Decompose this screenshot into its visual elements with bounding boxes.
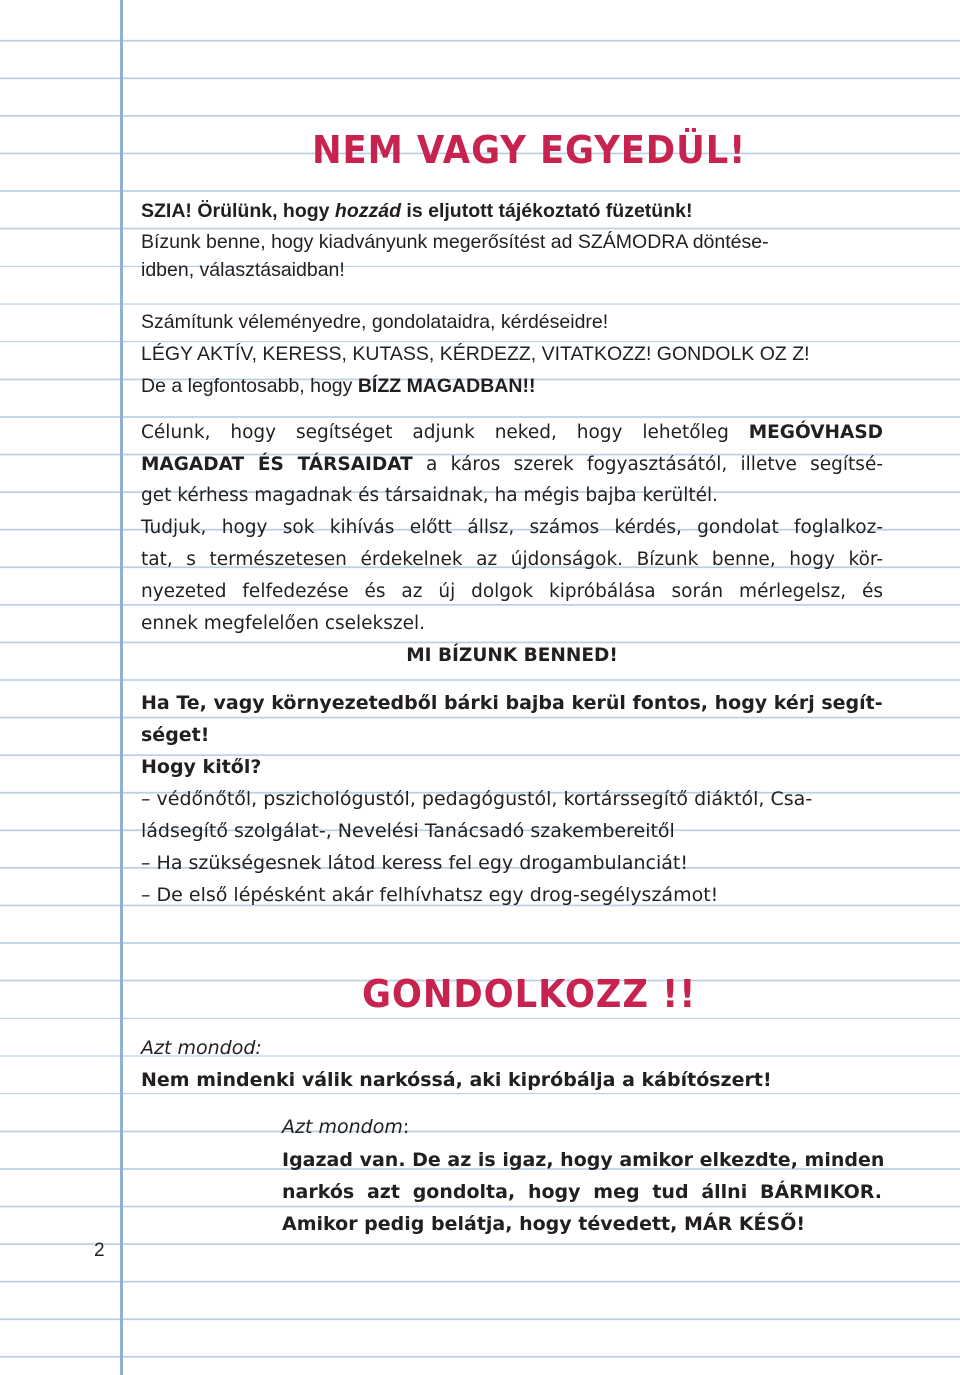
help-line-5: ládsegítő szolgálat-, Nevelési Tanácsadó szakembereitől [141,820,675,842]
i-say-line-3: Amikor pedig belátja, hogy tévedett, MÁR KÉSŐ! [282,1213,806,1235]
goal-line-1: Célunk, hogy segítséget adjunk neked, hogy lehetőleg MEGÓVHASD [141,422,883,443]
intro-line-1: SZIA! Örülünk, hogy hozzád is eljutott tájékoztató füzetünk! [141,200,693,222]
goal-line-7: ennek megfelelően cselekszel. [141,613,425,634]
intro-line-5: LÉGY AKTÍV, KERESS, KUTASS, KÉRDEZZ, VITATKOZZ! GONDOLK OZ Z! [141,343,810,365]
help-line-6: – Ha szükségesnek látod keress fel egy drogambulanciát! [141,852,688,874]
goal-line-5: tat, s természetesen érdekelnek az újdonságok. Bízunk benne, hogy kör- [141,549,883,570]
help-line-4: – védőnőtől, pszichológustól, pedagógustól, kortárssegítő diáktól, Csa- [141,788,813,810]
i-say-label: Azt mondom: [282,1116,410,1138]
goal-line-2: MAGADAT ÉS TÁRSAIDAT a káros szerek fogyasztásától, illetve segítsé- [141,454,883,475]
margin-line [120,0,123,1375]
section-title-think: GONDOLKOZZ !! [362,972,697,1016]
i-say-line-2: narkós azt gondolta, hogy meg tud állni BÁRMIKOR. [282,1181,882,1203]
i-say-line-1: Igazad van. De az is igaz, hogy amikor elkezdte, minden [282,1149,885,1171]
trust-statement: MI BÍZUNK BENNED! [406,645,618,666]
intro-line-4: Számítunk véleményedre, gondolataidra, kérdéseidre! [141,311,609,333]
help-line-1: Ha Te, vagy környezetedből bárki bajba kerül fontos, hogy kérj segít- [141,692,883,714]
intro-line-2: Bízunk benne, hogy kiadványunk megerősítést ad SZÁMODRA döntése- [141,231,769,253]
help-line-2: séget! [141,724,210,746]
help-line-7: – De első lépésként akár felhívhatsz egy drog-segélyszámot! [141,884,719,906]
page-title: NEM VAGY EGYEDÜL! [312,128,747,172]
you-say-label: Azt mondod: [141,1037,262,1059]
intro-line-6: De a legfontosabb, hogy BÍZZ MAGADBAN!! [141,375,536,397]
you-say-text: Nem mindenki válik narkóssá, aki kipróbálja a kábítószert! [141,1069,772,1091]
goal-line-6: nyezeted felfedezése és az új dolgok kipróbálása során mérlegelsz, és [141,581,883,602]
intro-line-3: idben, választásaidban! [141,259,345,281]
goal-line-3: get kérhess magadnak és társaidnak, ha mégis bajba kerültél. [141,485,719,506]
page-number: 2 [94,1240,105,1261]
goal-line-4: Tudjuk, hogy sok kihívás előtt állsz, számos kérdés, gondolat foglalkoz- [141,517,883,538]
help-question: Hogy kitől? [141,756,262,778]
